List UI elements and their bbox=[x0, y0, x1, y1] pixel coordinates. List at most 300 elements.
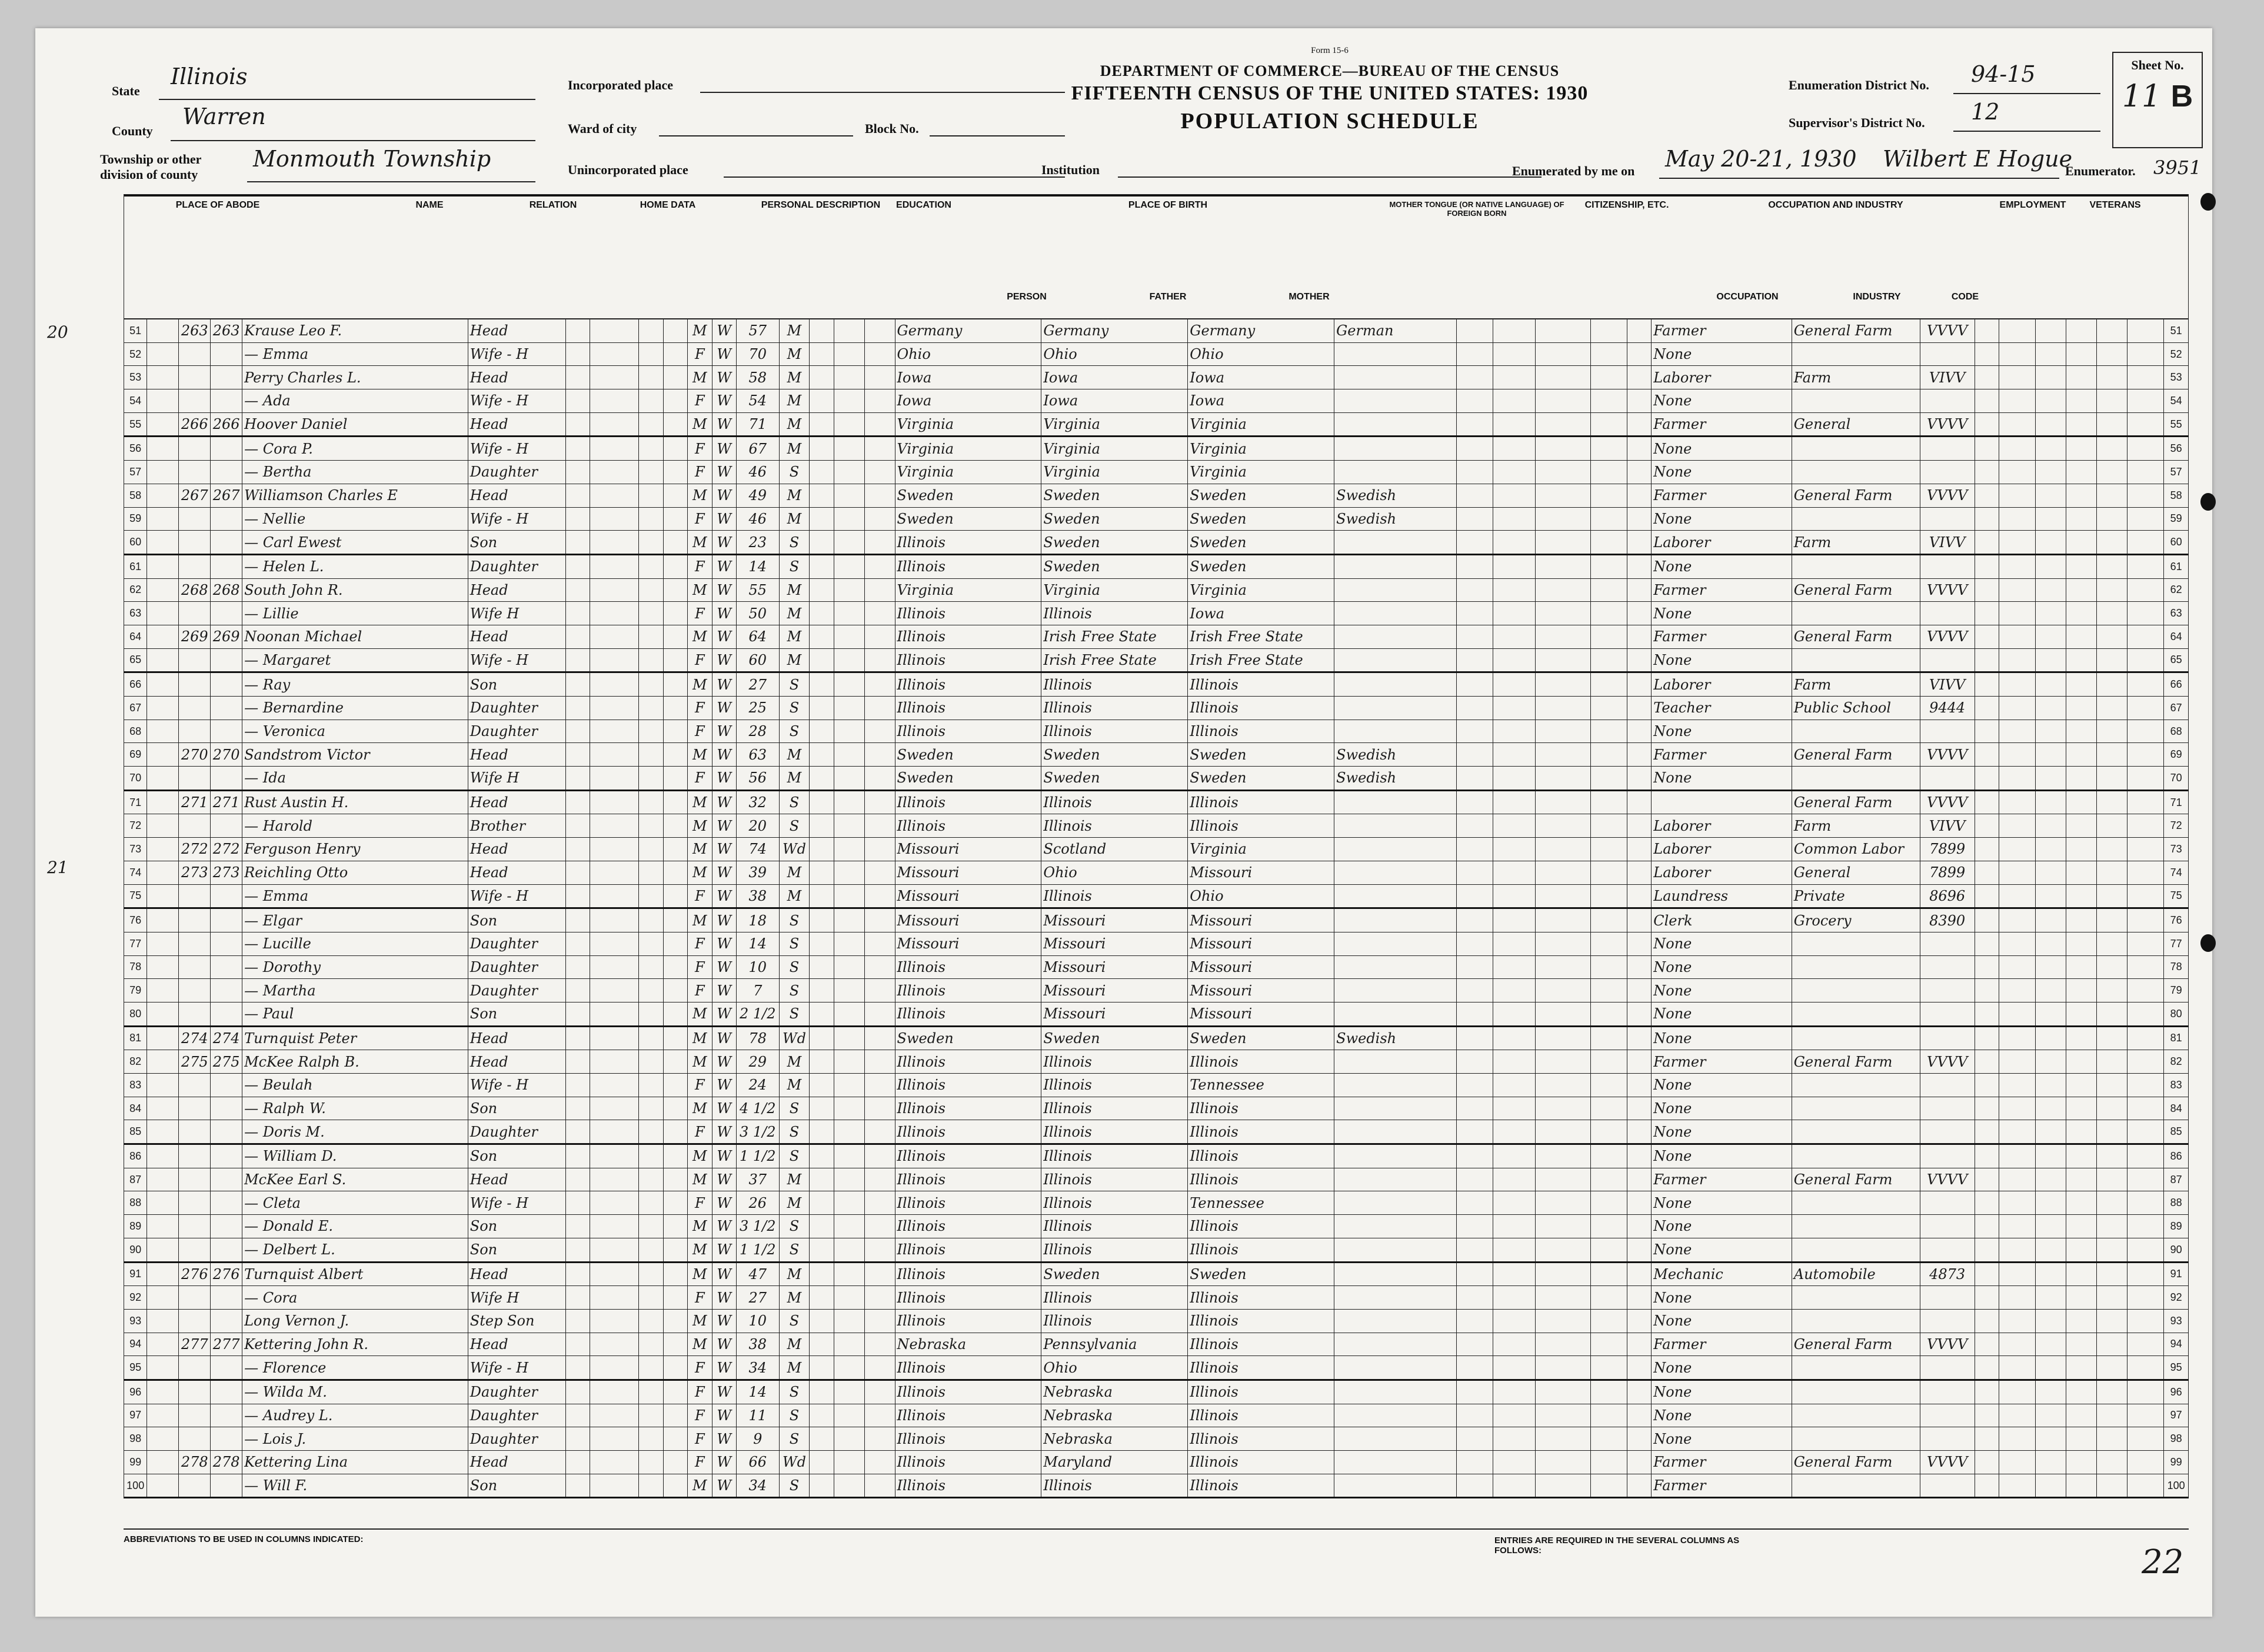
cell-name: — Bertha bbox=[242, 461, 468, 484]
cell-fam bbox=[211, 531, 242, 555]
table-row bbox=[124, 1002, 2189, 1026]
cell-ms: M bbox=[779, 625, 810, 648]
cell-ind: Farm bbox=[1792, 672, 1920, 697]
cell-empty bbox=[1999, 720, 2036, 743]
cell-ind: General Farm bbox=[1792, 1050, 1920, 1074]
cell-empty bbox=[590, 625, 639, 648]
cell-empty bbox=[2066, 697, 2097, 720]
cell-dw bbox=[179, 1120, 211, 1144]
cell-empty bbox=[2097, 1002, 2128, 1026]
cell-rel: Wife - H bbox=[468, 437, 565, 461]
cell-ms: M bbox=[779, 1262, 810, 1286]
cell-empty bbox=[1536, 1474, 1590, 1498]
cell-tongue bbox=[1334, 1427, 1456, 1451]
cell-dw bbox=[179, 1380, 211, 1404]
cell-empty bbox=[1536, 814, 1590, 838]
cell-empty bbox=[2097, 1404, 2128, 1427]
cell-ind bbox=[1792, 1144, 1920, 1168]
cell-empty bbox=[1975, 507, 1999, 531]
cell-ms: S bbox=[779, 554, 810, 578]
cell-empty bbox=[2036, 412, 2066, 437]
cell-fpob: Illinois bbox=[1041, 790, 1188, 814]
cell-empty bbox=[2128, 1002, 2164, 1026]
cell-empty bbox=[2097, 1356, 2128, 1380]
cell-empty bbox=[1536, 884, 1590, 908]
cell-empty bbox=[565, 1144, 590, 1168]
cell-empty bbox=[1975, 319, 1999, 343]
cell-dw bbox=[179, 932, 211, 955]
cell-pob: Virginia bbox=[895, 461, 1041, 484]
cell-empty bbox=[590, 602, 639, 625]
cell-dw: 273 bbox=[179, 861, 211, 884]
cell-occ: Clerk bbox=[1652, 908, 1792, 932]
cell-tongue bbox=[1334, 1238, 1456, 1262]
cell-race: W bbox=[712, 720, 736, 743]
cell-empty bbox=[2066, 1356, 2097, 1380]
cell-empty bbox=[1493, 437, 1536, 461]
cell-line-number-right: 100 bbox=[2164, 1474, 2189, 1498]
cell-empty bbox=[1493, 625, 1536, 648]
cell-empty bbox=[1536, 672, 1590, 697]
cell-sex: F bbox=[688, 955, 712, 979]
cell-empty bbox=[864, 1026, 895, 1050]
cell-empty bbox=[2066, 861, 2097, 884]
cell-pob: Illinois bbox=[895, 1262, 1041, 1286]
cell-empty bbox=[1456, 1333, 1493, 1356]
cell-age: 54 bbox=[736, 389, 779, 413]
cell-name: — Paul bbox=[242, 1002, 468, 1026]
cell-code bbox=[1920, 1074, 1975, 1097]
cell-empty bbox=[663, 389, 687, 413]
cell-empty bbox=[2128, 838, 2164, 861]
cell-empty bbox=[1456, 412, 1493, 437]
cell-race: W bbox=[712, 1097, 736, 1120]
cell-ind: Common Labor bbox=[1792, 838, 1920, 861]
cell-empty bbox=[590, 578, 639, 602]
cell-empty bbox=[1975, 908, 1999, 932]
cell-dw bbox=[179, 1286, 211, 1310]
cell-empty bbox=[2097, 1168, 2128, 1191]
cell-empty bbox=[663, 1262, 687, 1286]
cell-mpob: Germany bbox=[1188, 319, 1334, 343]
cell-code: 8696 bbox=[1920, 884, 1975, 908]
cell-empty bbox=[834, 908, 864, 932]
ward-label: Ward of city bbox=[568, 121, 637, 136]
cell-empty bbox=[864, 1120, 895, 1144]
cell-line-number: 67 bbox=[124, 697, 147, 720]
cell-empty bbox=[2097, 838, 2128, 861]
cell-line-number: 90 bbox=[124, 1238, 147, 1262]
cell-empty bbox=[590, 1309, 639, 1333]
cell-fam: 272 bbox=[211, 838, 242, 861]
cell-line-number-right: 71 bbox=[2164, 790, 2189, 814]
cell-empty bbox=[590, 1404, 639, 1427]
cell-line-number-right: 91 bbox=[2164, 1262, 2189, 1286]
cell-dw bbox=[179, 955, 211, 979]
cell-empty bbox=[2128, 1427, 2164, 1451]
cell-name: — Delbert L. bbox=[242, 1238, 468, 1262]
cell-empty bbox=[147, 366, 179, 389]
cell-fpob: Sweden bbox=[1041, 1026, 1188, 1050]
cell-age: 27 bbox=[736, 1286, 779, 1310]
cell-mpob: Virginia bbox=[1188, 461, 1334, 484]
sub-code: CODE bbox=[1951, 292, 1979, 302]
cell-empty bbox=[1975, 1404, 1999, 1427]
cell-ms: S bbox=[779, 790, 810, 814]
cell-fam bbox=[211, 814, 242, 838]
cell-empty bbox=[864, 461, 895, 484]
cell-line-number-right: 67 bbox=[2164, 697, 2189, 720]
cell-empty bbox=[565, 1286, 590, 1310]
cell-empty bbox=[2036, 1097, 2066, 1120]
cell-empty bbox=[834, 484, 864, 507]
cell-empty bbox=[2097, 932, 2128, 955]
cell-empty bbox=[834, 1356, 864, 1380]
cell-empty bbox=[1536, 389, 1590, 413]
cell-empty bbox=[663, 1026, 687, 1050]
ward-line bbox=[659, 111, 853, 136]
cell-line-number-right: 94 bbox=[2164, 1333, 2189, 1356]
cell-ind bbox=[1792, 1404, 1920, 1427]
cell-empty bbox=[1456, 1097, 1493, 1120]
cell-empty bbox=[1627, 884, 1651, 908]
cell-race: W bbox=[712, 437, 736, 461]
cell-empty bbox=[1627, 1380, 1651, 1404]
cell-sex: M bbox=[688, 484, 712, 507]
cell-empty bbox=[2036, 648, 2066, 672]
cell-fam bbox=[211, 1404, 242, 1427]
cell-line-number: 79 bbox=[124, 979, 147, 1002]
cell-pob: Missouri bbox=[895, 838, 1041, 861]
cell-empty bbox=[1627, 625, 1651, 648]
cell-rel: Daughter bbox=[468, 1427, 565, 1451]
cell-empty bbox=[2097, 1120, 2128, 1144]
cell-empty bbox=[1493, 366, 1536, 389]
cell-empty bbox=[147, 672, 179, 697]
cell-empty bbox=[1493, 861, 1536, 884]
cell-ind bbox=[1792, 1097, 1920, 1120]
cell-empty bbox=[1590, 1191, 1627, 1215]
cell-pob: Illinois bbox=[895, 1286, 1041, 1310]
cell-name: — Ralph W. bbox=[242, 1097, 468, 1120]
cell-ind bbox=[1792, 437, 1920, 461]
cell-empty bbox=[1493, 342, 1536, 366]
cell-ind: Public School bbox=[1792, 697, 1920, 720]
cell-empty bbox=[864, 625, 895, 648]
cell-tongue bbox=[1334, 697, 1456, 720]
cell-empty bbox=[1627, 319, 1651, 343]
cell-fam: 263 bbox=[211, 319, 242, 343]
cell-empty bbox=[2097, 1191, 2128, 1215]
cell-fpob: Sweden bbox=[1041, 507, 1188, 531]
cell-empty bbox=[663, 1474, 687, 1498]
cell-line-number: 64 bbox=[124, 625, 147, 648]
cell-sex: F bbox=[688, 720, 712, 743]
cell-empty bbox=[1999, 814, 2036, 838]
cell-empty bbox=[147, 389, 179, 413]
county-label: County bbox=[112, 124, 153, 138]
cell-empty bbox=[663, 366, 687, 389]
cell-fam bbox=[211, 908, 242, 932]
cell-empty bbox=[810, 790, 834, 814]
cell-empty bbox=[639, 342, 663, 366]
cell-age: 24 bbox=[736, 1074, 779, 1097]
cell-age: 7 bbox=[736, 979, 779, 1002]
cell-empty bbox=[1999, 437, 2036, 461]
cell-empty bbox=[147, 1427, 179, 1451]
cell-empty bbox=[864, 790, 895, 814]
table-row bbox=[124, 1191, 2189, 1215]
cell-line-number-right: 72 bbox=[2164, 814, 2189, 838]
cell-empty bbox=[2036, 1238, 2066, 1262]
cell-empty bbox=[565, 319, 590, 343]
cell-fpob: Iowa bbox=[1041, 389, 1188, 413]
cell-empty bbox=[663, 531, 687, 555]
cell-empty bbox=[834, 412, 864, 437]
cell-mpob: Sweden bbox=[1188, 1026, 1334, 1050]
cell-occ: Farmer bbox=[1652, 625, 1792, 648]
cell-empty bbox=[834, 1333, 864, 1356]
cell-empty bbox=[565, 578, 590, 602]
cell-empty bbox=[639, 743, 663, 767]
cell-ind: General Farm bbox=[1792, 1451, 1920, 1474]
cell-empty bbox=[1975, 531, 1999, 555]
cell-rel: Wife H bbox=[468, 1286, 565, 1310]
cell-empty bbox=[639, 1380, 663, 1404]
cell-empty bbox=[834, 578, 864, 602]
cell-empty bbox=[2066, 814, 2097, 838]
cell-fpob: Irish Free State bbox=[1041, 648, 1188, 672]
enumerated-label: Enumerated by me on bbox=[1512, 164, 1635, 178]
cell-ind: Automobile bbox=[1792, 1262, 1920, 1286]
cell-occ: None bbox=[1652, 979, 1792, 1002]
cell-ms: S bbox=[779, 1002, 810, 1026]
cell-line-number: 91 bbox=[124, 1262, 147, 1286]
cell-empty bbox=[663, 1427, 687, 1451]
cell-empty bbox=[639, 1168, 663, 1191]
cell-age: 28 bbox=[736, 720, 779, 743]
cell-empty bbox=[1999, 1427, 2036, 1451]
county-value: Warren bbox=[182, 104, 266, 129]
cell-fpob: Sweden bbox=[1041, 767, 1188, 791]
cell-empty bbox=[2066, 790, 2097, 814]
cell-ind bbox=[1792, 461, 1920, 484]
cell-empty bbox=[1536, 319, 1590, 343]
cell-code bbox=[1920, 1215, 1975, 1238]
cell-line-number: 83 bbox=[124, 1074, 147, 1097]
cell-empty bbox=[663, 1097, 687, 1120]
cell-occ: None bbox=[1652, 1309, 1792, 1333]
table-row bbox=[124, 884, 2189, 908]
cell-empty bbox=[810, 838, 834, 861]
cell-empty bbox=[639, 1404, 663, 1427]
cell-empty bbox=[1590, 1238, 1627, 1262]
cell-empty bbox=[834, 507, 864, 531]
cell-empty bbox=[810, 1074, 834, 1097]
cell-empty bbox=[1590, 1286, 1627, 1310]
cell-empty bbox=[565, 814, 590, 838]
cell-age: 14 bbox=[736, 1380, 779, 1404]
table-row bbox=[124, 697, 2189, 720]
cell-occ: None bbox=[1652, 1191, 1792, 1215]
cell-empty bbox=[1999, 790, 2036, 814]
cell-sex: M bbox=[688, 838, 712, 861]
cell-empty bbox=[663, 1144, 687, 1168]
cell-race: W bbox=[712, 743, 736, 767]
cell-fpob: Sweden bbox=[1041, 531, 1188, 555]
cell-empty bbox=[2036, 720, 2066, 743]
cell-occ: Laborer bbox=[1652, 672, 1792, 697]
cell-code: VVVV bbox=[1920, 625, 1975, 648]
cell-empty bbox=[834, 531, 864, 555]
cell-empty bbox=[147, 814, 179, 838]
cell-age: 57 bbox=[736, 319, 779, 343]
cell-empty bbox=[590, 861, 639, 884]
cell-empty bbox=[1975, 955, 1999, 979]
cell-ind bbox=[1792, 648, 1920, 672]
cell-empty bbox=[2097, 1333, 2128, 1356]
cell-empty bbox=[1999, 1262, 2036, 1286]
cell-fpob: Illinois bbox=[1041, 1215, 1188, 1238]
cell-empty bbox=[565, 1380, 590, 1404]
cell-ms: M bbox=[779, 1356, 810, 1380]
cell-empty bbox=[2036, 743, 2066, 767]
group-birth: PLACE OF BIRTH bbox=[1128, 200, 1208, 210]
cell-empty bbox=[2097, 366, 2128, 389]
cell-occ: None bbox=[1652, 554, 1792, 578]
cell-empty bbox=[810, 507, 834, 531]
cell-dw bbox=[179, 1191, 211, 1215]
cell-rel: Son bbox=[468, 1474, 565, 1498]
cell-empty bbox=[1627, 366, 1651, 389]
cell-sex: F bbox=[688, 1380, 712, 1404]
cell-age: 2 1/2 bbox=[736, 1002, 779, 1026]
cell-pob: Missouri bbox=[895, 908, 1041, 932]
cell-fam bbox=[211, 1097, 242, 1120]
cell-occ: None bbox=[1652, 1002, 1792, 1026]
cell-empty bbox=[1536, 412, 1590, 437]
cell-rel: Brother bbox=[468, 814, 565, 838]
cell-empty bbox=[1590, 884, 1627, 908]
cell-age: 1 1/2 bbox=[736, 1144, 779, 1168]
cell-empty bbox=[1456, 743, 1493, 767]
cell-empty bbox=[1456, 531, 1493, 555]
cell-empty bbox=[1536, 1144, 1590, 1168]
cell-empty bbox=[1999, 319, 2036, 343]
cell-empty bbox=[590, 1238, 639, 1262]
enum-district-label: Enumeration District No. bbox=[1789, 78, 1929, 92]
cell-empty bbox=[1590, 412, 1627, 437]
cell-age: 63 bbox=[736, 743, 779, 767]
cell-ind bbox=[1792, 507, 1920, 531]
cell-empty bbox=[2128, 554, 2164, 578]
cell-mpob: Iowa bbox=[1188, 389, 1334, 413]
cell-rel: Head bbox=[468, 319, 565, 343]
cell-empty bbox=[1536, 1097, 1590, 1120]
cell-fpob: Illinois bbox=[1041, 884, 1188, 908]
cell-empty bbox=[2097, 554, 2128, 578]
cell-empty bbox=[834, 554, 864, 578]
cell-ms: M bbox=[779, 1333, 810, 1356]
incorporated-label: Incorporated place bbox=[568, 78, 674, 92]
cell-empty bbox=[1493, 1120, 1536, 1144]
cell-fam: 278 bbox=[211, 1451, 242, 1474]
cell-ms: M bbox=[779, 1050, 810, 1074]
cell-rel: Head bbox=[468, 1262, 565, 1286]
cell-empty bbox=[1627, 648, 1651, 672]
cell-empty bbox=[810, 1050, 834, 1074]
cell-empty bbox=[1999, 1097, 2036, 1120]
cell-mpob: Sweden bbox=[1188, 554, 1334, 578]
cell-empty bbox=[639, 1144, 663, 1168]
cell-empty bbox=[1456, 1026, 1493, 1050]
cell-empty bbox=[2036, 507, 2066, 531]
cell-occ: None bbox=[1652, 1286, 1792, 1310]
cell-empty bbox=[147, 648, 179, 672]
cell-age: 56 bbox=[736, 767, 779, 791]
cell-ind bbox=[1792, 1191, 1920, 1215]
cell-empty bbox=[147, 1026, 179, 1050]
cell-empty bbox=[864, 979, 895, 1002]
cell-code: 7899 bbox=[1920, 861, 1975, 884]
cell-empty bbox=[1493, 1451, 1536, 1474]
cell-ind: General Farm bbox=[1792, 1333, 1920, 1356]
cell-tongue bbox=[1334, 531, 1456, 555]
group-citizenship: CITIZENSHIP, ETC. bbox=[1584, 200, 1669, 210]
table-row bbox=[124, 507, 2189, 531]
cell-empty bbox=[1975, 1356, 1999, 1380]
cell-empty bbox=[2128, 342, 2164, 366]
cell-ms: S bbox=[779, 1309, 810, 1333]
cell-empty bbox=[565, 1002, 590, 1026]
cell-empty bbox=[1536, 1002, 1590, 1026]
cell-empty bbox=[1493, 790, 1536, 814]
cell-empty bbox=[2036, 342, 2066, 366]
cell-ms: M bbox=[779, 507, 810, 531]
cell-fam bbox=[211, 389, 242, 413]
cell-empty bbox=[2036, 389, 2066, 413]
cell-name: — Cora bbox=[242, 1286, 468, 1310]
cell-mpob: Iowa bbox=[1188, 602, 1334, 625]
cell-rel: Son bbox=[468, 1097, 565, 1120]
cell-empty bbox=[1536, 1380, 1590, 1404]
sheet-side: B bbox=[2170, 79, 2193, 114]
cell-name: Sandstrom Victor bbox=[242, 743, 468, 767]
cell-empty bbox=[810, 672, 834, 697]
cell-empty bbox=[1493, 908, 1536, 932]
cell-empty bbox=[1590, 1074, 1627, 1097]
cell-empty bbox=[639, 625, 663, 648]
cell-empty bbox=[639, 838, 663, 861]
cell-fpob: Illinois bbox=[1041, 672, 1188, 697]
cell-empty bbox=[1627, 1191, 1651, 1215]
cell-sex: M bbox=[688, 1238, 712, 1262]
cell-empty bbox=[810, 1380, 834, 1404]
cell-line-number: 92 bbox=[124, 1286, 147, 1310]
cell-mpob: Ohio bbox=[1188, 342, 1334, 366]
cell-empty bbox=[663, 1380, 687, 1404]
cell-empty bbox=[590, 1215, 639, 1238]
cell-empty bbox=[2097, 979, 2128, 1002]
cell-rel: Head bbox=[468, 625, 565, 648]
cell-empty bbox=[1590, 648, 1627, 672]
cell-empty bbox=[590, 814, 639, 838]
cell-tongue bbox=[1334, 648, 1456, 672]
cell-empty bbox=[147, 1404, 179, 1427]
table-row bbox=[124, 838, 2189, 861]
cell-ms: S bbox=[779, 720, 810, 743]
cell-empty bbox=[1999, 932, 2036, 955]
